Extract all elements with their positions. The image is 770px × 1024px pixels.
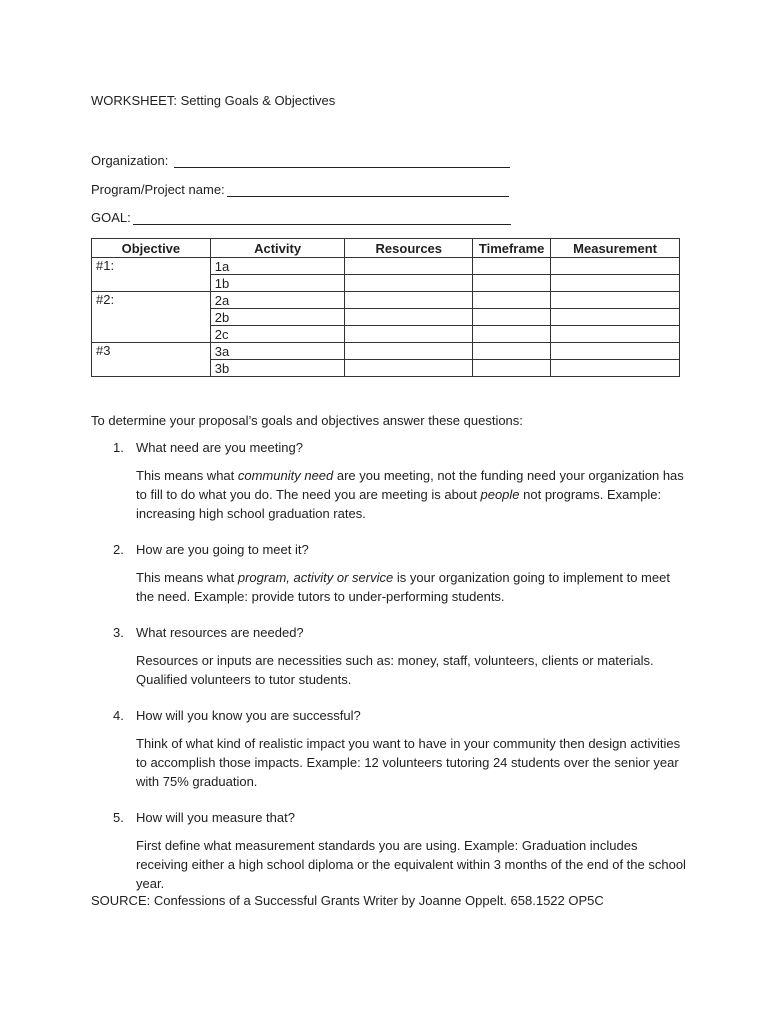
question-description: Resources or inputs are necessities such as: money, staff, volunteers, clients or materials. Qualified volunteers to tutor students. xyxy=(136,653,654,687)
question-text: How will you know you are successful? xyxy=(136,708,361,723)
desc-emphasis: program, activity or service xyxy=(237,570,394,585)
header-timeframe: Timeframe xyxy=(473,239,551,258)
resources-cell[interactable] xyxy=(345,326,473,343)
program-label: Program/Project name: xyxy=(91,182,225,197)
objective-cell xyxy=(92,275,211,292)
activity-cell: 2a xyxy=(210,292,345,309)
goal-blank[interactable] xyxy=(133,212,511,225)
desc-text: This means what xyxy=(136,468,238,483)
measurement-cell[interactable] xyxy=(551,309,680,326)
list-item xyxy=(91,810,691,893)
table-row xyxy=(92,292,680,309)
measurement-cell[interactable] xyxy=(551,275,680,292)
objective-cell: #3 xyxy=(92,343,211,360)
table-row xyxy=(92,275,680,292)
question-text: How will you measure that? xyxy=(136,810,295,825)
activity-cell: 3a xyxy=(210,343,345,360)
resources-cell[interactable] xyxy=(345,343,473,360)
question-number: 1. xyxy=(113,440,124,455)
goal-label: GOAL: xyxy=(91,210,131,225)
organization-blank[interactable] xyxy=(174,155,510,168)
header-resources: Resources xyxy=(345,239,473,258)
desc-text: not programs. Example: increasing high school graduation rates. xyxy=(136,487,662,521)
organization-field xyxy=(91,153,510,168)
question-description: First define what measurement standards you are using. Example: Graduation includes receiving either a high school diploma or the equivalent within 3 months of the end of the school year. xyxy=(136,838,686,891)
objective-cell: #2: xyxy=(92,292,211,309)
table-row xyxy=(92,258,680,275)
header-objective: Objective xyxy=(92,239,211,258)
timeframe-cell[interactable] xyxy=(473,258,551,275)
question-description xyxy=(136,568,691,606)
header-activity: Activity xyxy=(210,239,345,258)
question-list xyxy=(91,440,691,893)
goals-table xyxy=(91,238,680,377)
measurement-cell[interactable] xyxy=(551,326,680,343)
desc-text: is your organization going to implement to meet the need. Example: provide tutors to under-performing students. xyxy=(136,570,670,604)
activity-cell: 1a xyxy=(210,258,345,275)
measurement-cell[interactable] xyxy=(551,360,680,377)
activity-cell: 1b xyxy=(210,275,345,292)
question-text: What need are you meeting? xyxy=(136,440,303,455)
resources-cell[interactable] xyxy=(345,258,473,275)
question-text: What resources are needed? xyxy=(136,625,304,640)
resources-cell[interactable] xyxy=(345,292,473,309)
timeframe-cell[interactable] xyxy=(473,343,551,360)
desc-text: are you meeting, not the funding need your organization has to fill to do what you do. The need you are meeting is about xyxy=(136,468,684,502)
list-item xyxy=(91,708,691,791)
list-item xyxy=(91,542,691,606)
measurement-cell[interactable] xyxy=(551,258,680,275)
measurement-cell[interactable] xyxy=(551,292,680,309)
intro-text: To determine your proposal’s goals and objectives answer these questions: xyxy=(91,413,523,428)
objective-cell xyxy=(92,326,211,343)
question-text: How are you going to meet it? xyxy=(136,542,309,557)
table-row xyxy=(92,343,680,360)
table-row xyxy=(92,309,680,326)
activity-cell: 2c xyxy=(210,326,345,343)
program-field xyxy=(91,182,509,197)
source-citation: SOURCE: Confessions of a Successful Grants Writer by Joanne Oppelt. 658.1522 OP5C xyxy=(91,893,604,908)
activity-cell: 2b xyxy=(210,309,345,326)
resources-cell[interactable] xyxy=(345,309,473,326)
question-number: 4. xyxy=(113,708,124,723)
program-blank[interactable] xyxy=(227,184,509,197)
desc-emphasis: people xyxy=(480,487,520,502)
page-title: WORKSHEET: Setting Goals & Objectives xyxy=(91,93,336,108)
question-description xyxy=(136,466,691,523)
list-item xyxy=(91,625,691,689)
goal-field xyxy=(91,210,511,225)
question-number: 3. xyxy=(113,625,124,640)
header-measurement: Measurement xyxy=(551,239,680,258)
question-number: 5. xyxy=(113,810,124,825)
question-number: 2. xyxy=(113,542,124,557)
timeframe-cell[interactable] xyxy=(473,275,551,292)
table-header-row xyxy=(92,239,680,258)
measurement-cell[interactable] xyxy=(551,343,680,360)
timeframe-cell[interactable] xyxy=(473,292,551,309)
organization-label: Organization: xyxy=(91,153,169,168)
list-item xyxy=(91,440,691,523)
desc-text: This means what xyxy=(136,570,238,585)
question-description: Think of what kind of realistic impact you want to have in your community then design activities to accomplish those impacts. Example: 12 volunteers tutoring 24 students over the senior year with 75% graduation. xyxy=(136,736,681,789)
table-row xyxy=(92,326,680,343)
objective-cell: #1: xyxy=(92,258,211,275)
timeframe-cell[interactable] xyxy=(473,326,551,343)
resources-cell[interactable] xyxy=(345,275,473,292)
timeframe-cell[interactable] xyxy=(473,360,551,377)
objective-cell xyxy=(92,360,211,377)
table-row xyxy=(92,360,680,377)
desc-emphasis: community need xyxy=(237,468,334,483)
resources-cell[interactable] xyxy=(345,360,473,377)
activity-cell: 3b xyxy=(210,360,345,377)
timeframe-cell[interactable] xyxy=(473,309,551,326)
objective-cell xyxy=(92,309,211,326)
